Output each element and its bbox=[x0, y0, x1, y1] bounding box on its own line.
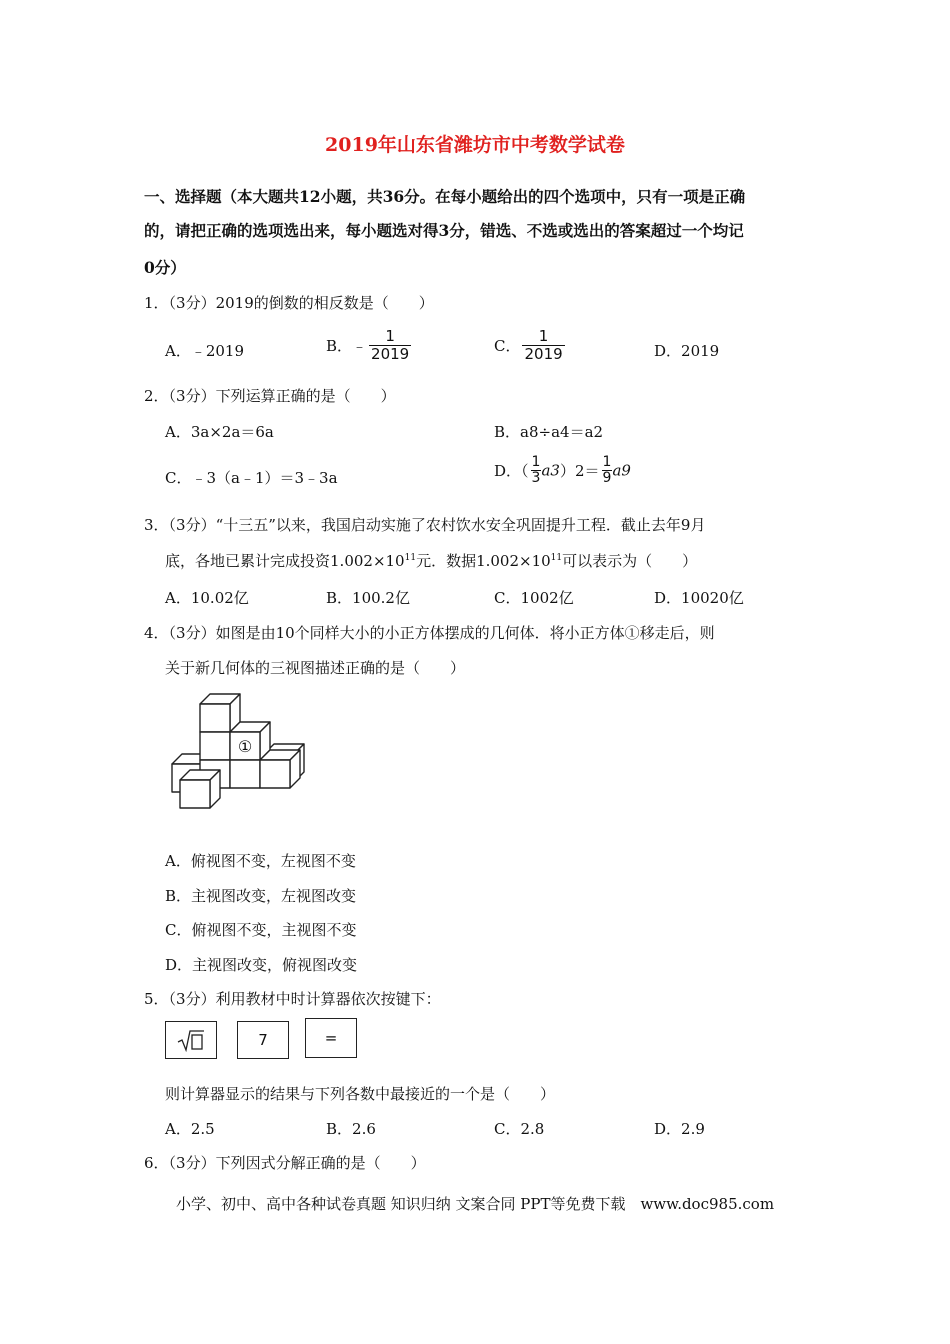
q2-option-b bbox=[494, 421, 603, 442]
q4-option-a: A．俯视图不变，左视图不变 bbox=[165, 852, 356, 870]
q2-option-d-a9: a9 bbox=[612, 461, 631, 480]
option-label: D． bbox=[494, 462, 522, 480]
q4-option-d: D．主视图改变，俯视图改变 bbox=[165, 956, 358, 974]
fraction-denominator: 2019 bbox=[524, 345, 563, 363]
section-instructions-line3: 0分） bbox=[144, 258, 186, 277]
question-5-stem: 5．（3分）利用教材中时计算器依次按键下： bbox=[144, 990, 441, 1008]
fraction-denominator: 3 bbox=[531, 470, 541, 486]
q1-option-b-prefix: B．﹣ bbox=[326, 337, 368, 355]
fraction-numerator: 1 bbox=[531, 454, 541, 470]
q1-option-b bbox=[326, 328, 411, 363]
option-label: B． bbox=[494, 423, 521, 441]
q4-option-b: B．主视图改变，左视图改变 bbox=[165, 887, 357, 905]
sqrt-key-icon bbox=[165, 1021, 217, 1059]
q4-option-c: C．俯视图不变，主视图不变 bbox=[165, 921, 357, 939]
key-equals: = bbox=[305, 1018, 357, 1058]
fraction-numerator: 1 bbox=[522, 328, 564, 346]
question-2-stem: 2．（3分）下列运算正确的是（ ） bbox=[144, 387, 396, 405]
fraction-denominator: 9 bbox=[602, 470, 612, 486]
q3-option-c: C．1002亿 bbox=[494, 589, 574, 607]
section-instructions-line1: 一、选择题（本大题共12小题，共36分。在每小题给出的四个选项中，只有一项是正确 bbox=[144, 187, 746, 206]
q3-option-d: D．10020亿 bbox=[654, 589, 744, 607]
q2-option-a-expression: 3a×2a＝6a bbox=[190, 423, 274, 441]
q5-option-b: B．2.6 bbox=[326, 1120, 376, 1138]
key-7: 7 bbox=[237, 1021, 289, 1059]
q1-option-d: D．2019 bbox=[654, 342, 720, 360]
q1-option-c bbox=[494, 328, 565, 363]
fraction-numerator: 1 bbox=[602, 454, 612, 470]
q1-option-c-fraction bbox=[522, 328, 564, 363]
q5-option-d: D．2.9 bbox=[654, 1120, 705, 1138]
q2-option-c bbox=[165, 467, 338, 488]
q3-text-2: 元．数据1.002×10 bbox=[416, 552, 551, 570]
question-6-stem: 6．（3分）下列因式分解正确的是（ ） bbox=[144, 1154, 426, 1172]
q1-option-b-fraction bbox=[369, 328, 411, 363]
q2-option-d-a3: a3 bbox=[541, 461, 560, 480]
question-1-stem: 1．（3分）2019的倒数的相反数是（ ） bbox=[144, 294, 434, 312]
section-instructions-line2: 的，请把正确的选项选出来，每小题选对得3分，错选、不选或选出的答案超过一个均记 bbox=[144, 221, 744, 240]
fraction-denominator: 2019 bbox=[371, 345, 410, 363]
question-5-line2: 则计算器显示的结果与下列各数中最接近的一个是（ ） bbox=[165, 1085, 556, 1103]
q3-text-3: 可以表示为（ ） bbox=[562, 552, 698, 570]
cube-1-marker: ① bbox=[237, 737, 253, 756]
q5-option-a: A．2.5 bbox=[165, 1120, 215, 1138]
q2-option-a bbox=[165, 421, 274, 442]
option-label: C． bbox=[165, 469, 192, 487]
q2-option-c-expression: ﹣3（a﹣1）＝3﹣3a bbox=[191, 469, 338, 487]
question-4-line2: 关于新几何体的三视图描述正确的是（ ） bbox=[165, 659, 466, 677]
question-4-line1: 4．（3分）如图是由10个同样大小的小正方体摆成的几何体．将小正方体①移走后，则 bbox=[144, 624, 715, 642]
q2-option-b-expression: a8÷a4＝a2 bbox=[520, 423, 604, 441]
question-3-line1: 3．（3分）“十三五”以来，我国启动实施了农村饮水安全巩固提升工程．截止去年9月 bbox=[144, 516, 706, 534]
page-footer: 小学、初中、高中各种试卷真题 知识归纳 文案合同 PPT等免费下载 www.doc985.com bbox=[175, 1195, 775, 1213]
option-label: A． bbox=[165, 423, 191, 441]
q2-option-d-fraction-2 bbox=[602, 455, 613, 486]
q3-exponent-1: 11 bbox=[404, 553, 417, 563]
cube-stack-figure bbox=[164, 692, 314, 812]
fraction-numerator: 1 bbox=[369, 328, 411, 346]
q2-option-d-close: ）2＝ bbox=[559, 462, 600, 480]
paren-open: （ bbox=[521, 462, 529, 480]
q1-option-a: A．﹣2019 bbox=[165, 342, 245, 360]
q3-option-a: A．10.02亿 bbox=[165, 589, 249, 607]
q2-option-d bbox=[494, 455, 631, 486]
q3-text-1: 底，各地已累计完成投资1.002×10 bbox=[165, 552, 405, 570]
page-title: 2019年山东省潍坊市中考数学试卷 bbox=[325, 134, 625, 156]
q3-option-b: B．100.2亿 bbox=[326, 589, 410, 607]
sqrt-symbol-icon bbox=[176, 1028, 206, 1052]
question-3-line2 bbox=[165, 550, 697, 571]
q1-option-c-prefix: C． bbox=[494, 337, 521, 355]
q5-option-c: C．2.8 bbox=[494, 1120, 545, 1138]
q3-exponent-2: 11 bbox=[550, 553, 563, 563]
q2-option-d-fraction-1 bbox=[531, 455, 542, 486]
